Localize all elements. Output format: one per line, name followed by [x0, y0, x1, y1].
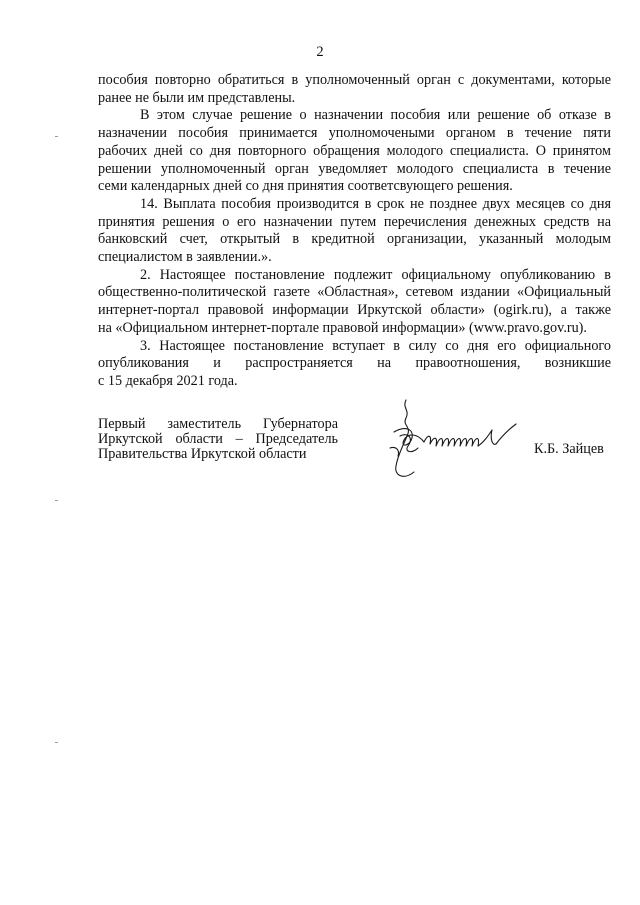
text-line: В этом случае решение о назначении пособия или решение об отказе в: [140, 107, 611, 124]
text-line: принятия решения о его назначении путем перечисления денежных средств на: [98, 213, 611, 230]
paragraph-repeat-application: [98, 107, 611, 196]
signer-title-line: Первый заместитель Губернатора: [98, 416, 338, 432]
document-body: [98, 72, 611, 391]
paragraph-entry-into-force: [98, 338, 611, 391]
text-line: с 15 декабря 2021 года.: [98, 372, 238, 389]
text-line: банковский счет, открытый в кредитной организации, указанный молодым: [98, 231, 611, 248]
paragraph-continuation: [98, 72, 611, 107]
text-line: на «Официальном интернет-портале правовой информации» (www.pravo.gov.ru).: [98, 319, 587, 336]
text-line: решении уполномоченный орган уведомляет молодого специалиста в течение: [98, 160, 611, 177]
signer-title: [98, 417, 338, 462]
margin-mark: [55, 136, 58, 137]
handwritten-signature: [384, 396, 534, 486]
text-line: 3. Настоящее постановление вступает в силу со дня его официального: [140, 337, 611, 354]
margin-mark: [55, 742, 58, 743]
text-line: назначении пособия принимается уполномочеными органом в течение пяти: [98, 125, 611, 142]
signer-name: К.Б. Зайцев: [534, 441, 604, 457]
paragraph-payment: [98, 196, 611, 267]
paragraph-publication: [98, 267, 611, 338]
text-line: ранее не были им представлены.: [98, 89, 296, 106]
text-line: рабочих дней со дня повторного обращения молодого специалиста. О принятом: [98, 142, 611, 159]
signer-title-line: Правительства Иркутской области: [98, 446, 307, 462]
text-line: специалистом в заявлении.».: [98, 249, 272, 266]
text-line: пособия повторно обратиться в уполномоченный орган с документами, которые: [98, 72, 611, 88]
signer-title-line: Иркутской области – Председатель: [98, 431, 338, 447]
margin-mark: [55, 500, 58, 501]
text-line: семи календарных дней со дня принятия соответсвующего решения.: [98, 178, 513, 195]
text-line: 14. Выплата пособия производится в срок не позднее двух месяцев со дня: [140, 195, 611, 212]
page-number: 2: [316, 44, 324, 60]
text-line: опубликования и распространяется на правоотношения, возникшие: [98, 355, 611, 372]
text-line: интернет-портал правовой информации Иркутской области» (ogirk.ru), а также: [98, 302, 611, 319]
text-line: 2. Настоящее постановление подлежит официальному опубликованию в: [140, 266, 611, 283]
text-line: общественно-политической газете «Областная», сетевом издании «Официальный: [98, 284, 611, 301]
